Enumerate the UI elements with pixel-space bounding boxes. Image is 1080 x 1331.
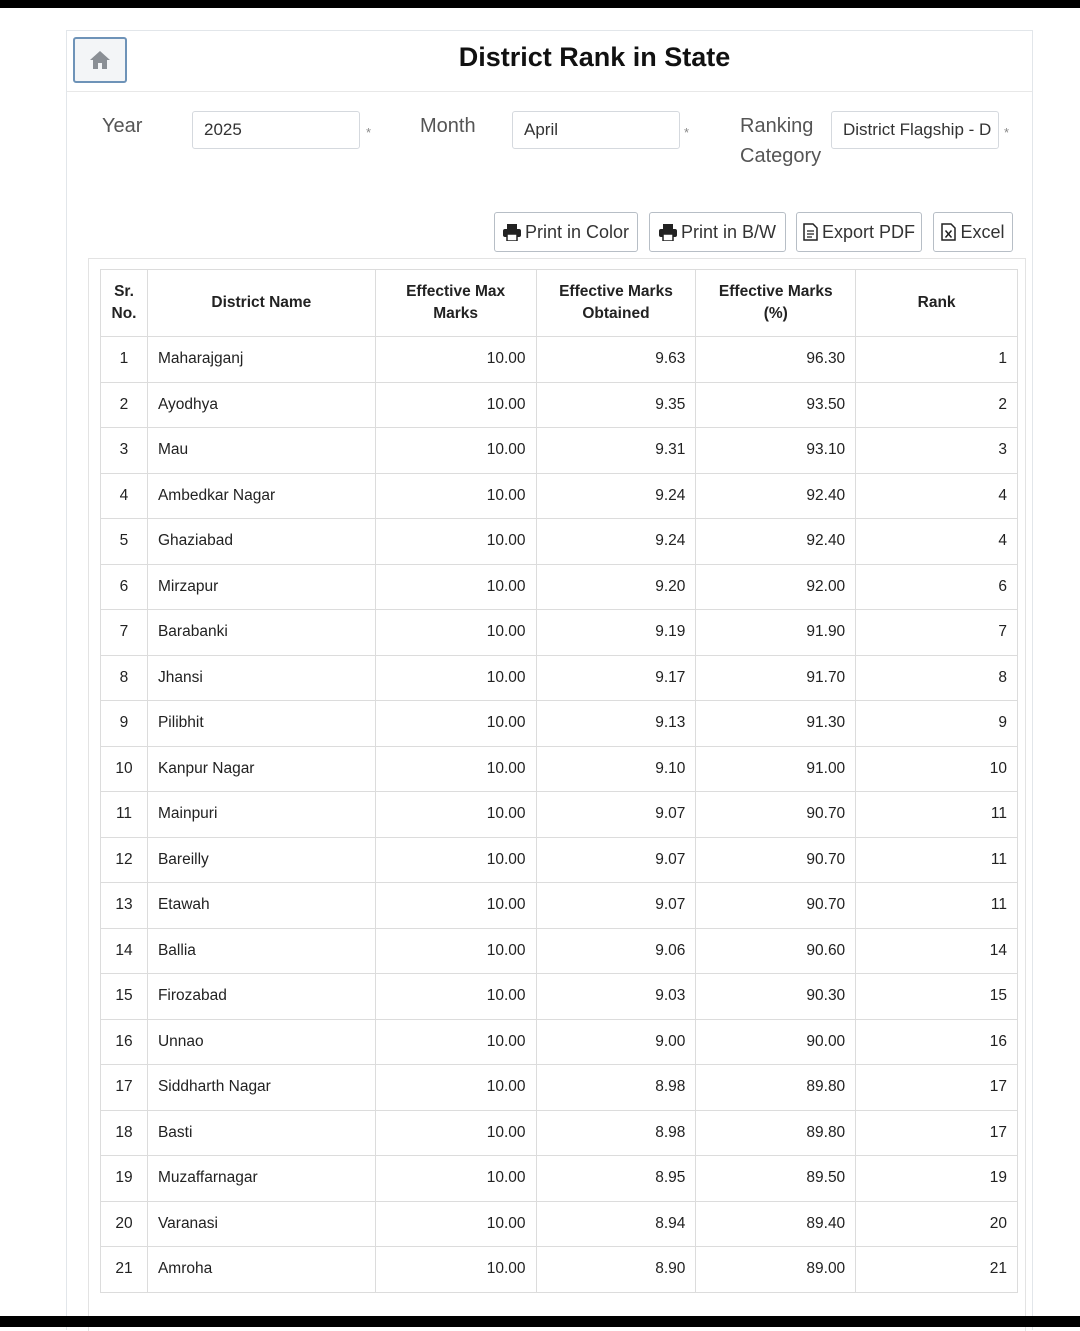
top-edge xyxy=(0,0,1080,8)
cell-effective-marks-obtained: 9.24 xyxy=(536,473,696,519)
cell-effective-max-marks: 10.00 xyxy=(375,928,536,974)
cell-effective-max-marks: 10.00 xyxy=(375,837,536,883)
cell-rank: 9 xyxy=(856,701,1018,747)
cell-sr-no: 17 xyxy=(101,1065,148,1111)
cell-sr-no: 10 xyxy=(101,746,148,792)
table-row xyxy=(101,1019,1018,1065)
cell-district-name: Pilibhit xyxy=(147,701,375,747)
cell-effective-marks-obtained: 9.07 xyxy=(536,883,696,929)
cell-district-name: Varanasi xyxy=(147,1201,375,1247)
year-label: Year xyxy=(102,115,143,137)
cell-effective-marks-percent: 91.00 xyxy=(696,746,856,792)
cell-effective-max-marks: 10.00 xyxy=(375,382,536,428)
table-row xyxy=(101,564,1018,610)
cell-rank: 4 xyxy=(856,519,1018,565)
cell-district-name: Mainpuri xyxy=(147,792,375,838)
cell-effective-marks-obtained: 8.98 xyxy=(536,1110,696,1156)
export-pdf-label: Export PDF xyxy=(821,221,916,242)
cell-effective-marks-percent: 90.70 xyxy=(696,837,856,883)
cell-effective-marks-percent: 90.70 xyxy=(696,792,856,838)
cell-district-name: Firozabad xyxy=(147,974,375,1020)
cell-effective-max-marks: 10.00 xyxy=(375,1156,536,1202)
col-header-district-name[interactable]: District Name xyxy=(147,270,375,337)
cell-effective-marks-percent: 89.50 xyxy=(696,1156,856,1202)
cell-effective-marks-percent: 93.50 xyxy=(696,382,856,428)
cell-effective-max-marks: 10.00 xyxy=(375,564,536,610)
table-row xyxy=(101,928,1018,974)
table-row xyxy=(101,883,1018,929)
cell-effective-marks-obtained: 9.19 xyxy=(536,610,696,656)
col-header-effective-marks-obtained[interactable]: Effective Marks Obtained xyxy=(536,270,696,337)
cell-effective-marks-percent: 92.40 xyxy=(696,473,856,519)
cell-effective-marks-obtained: 8.90 xyxy=(536,1247,696,1293)
cell-district-name: Ghaziabad xyxy=(147,519,375,565)
cell-effective-max-marks: 10.00 xyxy=(375,473,536,519)
cell-rank: 4 xyxy=(856,473,1018,519)
ranking-label-line1: Ranking xyxy=(740,115,814,137)
cell-effective-marks-percent: 90.30 xyxy=(696,974,856,1020)
rank-table xyxy=(100,269,1018,1293)
cell-effective-marks-percent: 93.10 xyxy=(696,428,856,474)
cell-sr-no: 11 xyxy=(101,792,148,838)
cell-rank: 19 xyxy=(856,1156,1018,1202)
cell-rank: 11 xyxy=(856,837,1018,883)
table-row xyxy=(101,746,1018,792)
cell-district-name: Unnao xyxy=(147,1019,375,1065)
table-header-row xyxy=(101,270,1018,337)
printer-icon xyxy=(503,224,521,241)
cell-sr-no: 6 xyxy=(101,564,148,610)
cell-district-name: Ambedkar Nagar xyxy=(147,473,375,519)
cell-effective-marks-obtained: 9.20 xyxy=(536,564,696,610)
cell-sr-no: 15 xyxy=(101,974,148,1020)
cell-effective-marks-percent: 90.60 xyxy=(696,928,856,974)
table-row xyxy=(101,382,1018,428)
excel-label: Excel xyxy=(960,221,1005,242)
month-required-mark: * xyxy=(684,125,690,140)
cell-effective-marks-obtained: 8.98 xyxy=(536,1065,696,1111)
cell-effective-marks-obtained: 8.94 xyxy=(536,1201,696,1247)
cell-rank: 7 xyxy=(856,610,1018,656)
table-container xyxy=(88,258,1026,1331)
cell-effective-max-marks: 10.00 xyxy=(375,655,536,701)
col-header-rank[interactable]: Rank xyxy=(856,270,1018,337)
cell-effective-marks-obtained: 9.00 xyxy=(536,1019,696,1065)
cell-effective-marks-percent: 91.70 xyxy=(696,655,856,701)
cell-effective-marks-obtained: 9.06 xyxy=(536,928,696,974)
cell-sr-no: 12 xyxy=(101,837,148,883)
cell-effective-max-marks: 10.00 xyxy=(375,792,536,838)
cell-effective-max-marks: 10.00 xyxy=(375,701,536,747)
cell-effective-max-marks: 10.00 xyxy=(375,337,536,383)
cell-effective-marks-percent: 89.40 xyxy=(696,1201,856,1247)
table-row xyxy=(101,1247,1018,1293)
pdf-file-icon xyxy=(803,223,818,241)
report-panel xyxy=(66,30,1033,1330)
cell-effective-marks-obtained: 9.03 xyxy=(536,974,696,1020)
cell-effective-marks-percent: 91.30 xyxy=(696,701,856,747)
cell-effective-marks-obtained: 9.13 xyxy=(536,701,696,747)
cell-district-name: Ayodhya xyxy=(147,382,375,428)
excel-file-icon xyxy=(941,223,956,241)
month-label: Month xyxy=(420,115,476,137)
ranking-required-mark: * xyxy=(1004,125,1010,140)
export-pdf-button[interactable] xyxy=(796,212,922,252)
cell-effective-marks-obtained: 9.63 xyxy=(536,337,696,383)
table-row xyxy=(101,974,1018,1020)
cell-effective-max-marks: 10.00 xyxy=(375,974,536,1020)
cell-rank: 1 xyxy=(856,337,1018,383)
table-row xyxy=(101,837,1018,883)
print-color-label: Print in Color xyxy=(524,221,630,242)
cell-sr-no: 14 xyxy=(101,928,148,974)
cell-effective-marks-percent: 96.30 xyxy=(696,337,856,383)
cell-effective-max-marks: 10.00 xyxy=(375,610,536,656)
cell-effective-max-marks: 10.00 xyxy=(375,1065,536,1111)
print-color-button[interactable] xyxy=(494,212,638,252)
cell-sr-no: 16 xyxy=(101,1019,148,1065)
cell-effective-marks-obtained: 9.10 xyxy=(536,746,696,792)
cell-effective-marks-percent: 89.00 xyxy=(696,1247,856,1293)
cell-district-name: Siddharth Nagar xyxy=(147,1065,375,1111)
cell-district-name: Maharajganj xyxy=(147,337,375,383)
cell-rank: 20 xyxy=(856,1201,1018,1247)
cell-rank: 3 xyxy=(856,428,1018,474)
cell-sr-no: 13 xyxy=(101,883,148,929)
cell-effective-marks-percent: 92.40 xyxy=(696,519,856,565)
cell-effective-marks-obtained: 9.35 xyxy=(536,382,696,428)
cell-district-name: Muzaffarnagar xyxy=(147,1156,375,1202)
year-required-mark: * xyxy=(366,125,372,140)
cell-sr-no: 2 xyxy=(101,382,148,428)
table-row xyxy=(101,701,1018,747)
cell-effective-marks-obtained: 9.24 xyxy=(536,519,696,565)
bottom-edge xyxy=(0,1316,1080,1327)
table-row xyxy=(101,655,1018,701)
cell-effective-max-marks: 10.00 xyxy=(375,1019,536,1065)
cell-rank: 16 xyxy=(856,1019,1018,1065)
table-row xyxy=(101,428,1018,474)
cell-sr-no: 8 xyxy=(101,655,148,701)
col-header-sr-no[interactable]: Sr. No. xyxy=(101,270,148,337)
ranking-label-line2: Category xyxy=(740,145,822,167)
cell-rank: 11 xyxy=(856,792,1018,838)
cell-district-name: Bareilly xyxy=(147,837,375,883)
cell-rank: 14 xyxy=(856,928,1018,974)
cell-rank: 21 xyxy=(856,1247,1018,1293)
cell-rank: 10 xyxy=(856,746,1018,792)
cell-effective-max-marks: 10.00 xyxy=(375,1201,536,1247)
col-header-effective-marks-percent[interactable]: Effective Marks (%) xyxy=(696,270,856,337)
cell-effective-marks-percent: 92.00 xyxy=(696,564,856,610)
cell-effective-marks-percent: 89.80 xyxy=(696,1110,856,1156)
table-row xyxy=(101,610,1018,656)
cell-district-name: Barabanki xyxy=(147,610,375,656)
cell-effective-max-marks: 10.00 xyxy=(375,883,536,929)
cell-effective-marks-obtained: 9.31 xyxy=(536,428,696,474)
cell-effective-max-marks: 10.00 xyxy=(375,1247,536,1293)
cell-effective-marks-percent: 90.70 xyxy=(696,883,856,929)
cell-district-name: Basti xyxy=(147,1110,375,1156)
cell-district-name: Amroha xyxy=(147,1247,375,1293)
cell-district-name: Jhansi xyxy=(147,655,375,701)
print-bw-button[interactable] xyxy=(649,212,786,252)
cell-effective-max-marks: 10.00 xyxy=(375,1110,536,1156)
month-field[interactable]: April xyxy=(512,111,680,149)
cell-rank: 11 xyxy=(856,883,1018,929)
cell-district-name: Etawah xyxy=(147,883,375,929)
cell-effective-max-marks: 10.00 xyxy=(375,428,536,474)
printer-icon xyxy=(659,224,677,241)
cell-sr-no: 19 xyxy=(101,1156,148,1202)
cell-effective-marks-percent: 89.80 xyxy=(696,1065,856,1111)
cell-rank: 17 xyxy=(856,1110,1018,1156)
table-row xyxy=(101,1156,1018,1202)
page-title: District Rank in State xyxy=(458,42,731,72)
cell-sr-no: 20 xyxy=(101,1201,148,1247)
cell-rank: 8 xyxy=(856,655,1018,701)
cell-effective-marks-percent: 90.00 xyxy=(696,1019,856,1065)
table-row xyxy=(101,473,1018,519)
table-row xyxy=(101,519,1018,565)
year-field[interactable]: 2025 xyxy=(192,111,360,149)
cell-sr-no: 4 xyxy=(101,473,148,519)
cell-effective-marks-obtained: 9.17 xyxy=(536,655,696,701)
ranking-category-field[interactable]: District Flagship - D xyxy=(831,111,999,149)
cell-sr-no: 7 xyxy=(101,610,148,656)
cell-district-name: Mirzapur xyxy=(147,564,375,610)
table-row xyxy=(101,1201,1018,1247)
cell-rank: 17 xyxy=(856,1065,1018,1111)
cell-sr-no: 1 xyxy=(101,337,148,383)
cell-effective-marks-obtained: 9.07 xyxy=(536,837,696,883)
cell-effective-marks-percent: 91.90 xyxy=(696,610,856,656)
table-row xyxy=(101,337,1018,383)
cell-effective-max-marks: 10.00 xyxy=(375,519,536,565)
cell-district-name: Ballia xyxy=(147,928,375,974)
col-header-effective-max-marks[interactable]: Effective Max Marks xyxy=(375,270,536,337)
cell-rank: 15 xyxy=(856,974,1018,1020)
excel-button[interactable] xyxy=(933,212,1013,252)
cell-effective-marks-obtained: 9.07 xyxy=(536,792,696,838)
cell-district-name: Kanpur Nagar xyxy=(147,746,375,792)
panel-header xyxy=(67,31,1032,92)
table-row xyxy=(101,1065,1018,1111)
table-row xyxy=(101,792,1018,838)
table-row xyxy=(101,1110,1018,1156)
cell-effective-max-marks: 10.00 xyxy=(375,746,536,792)
cell-district-name: Mau xyxy=(147,428,375,474)
cell-sr-no: 21 xyxy=(101,1247,148,1293)
cell-rank: 6 xyxy=(856,564,1018,610)
cell-sr-no: 18 xyxy=(101,1110,148,1156)
print-bw-label: Print in B/W xyxy=(680,221,777,242)
cell-sr-no: 5 xyxy=(101,519,148,565)
cell-effective-marks-obtained: 8.95 xyxy=(536,1156,696,1202)
cell-sr-no: 3 xyxy=(101,428,148,474)
cell-rank: 2 xyxy=(856,382,1018,428)
cell-sr-no: 9 xyxy=(101,701,148,747)
